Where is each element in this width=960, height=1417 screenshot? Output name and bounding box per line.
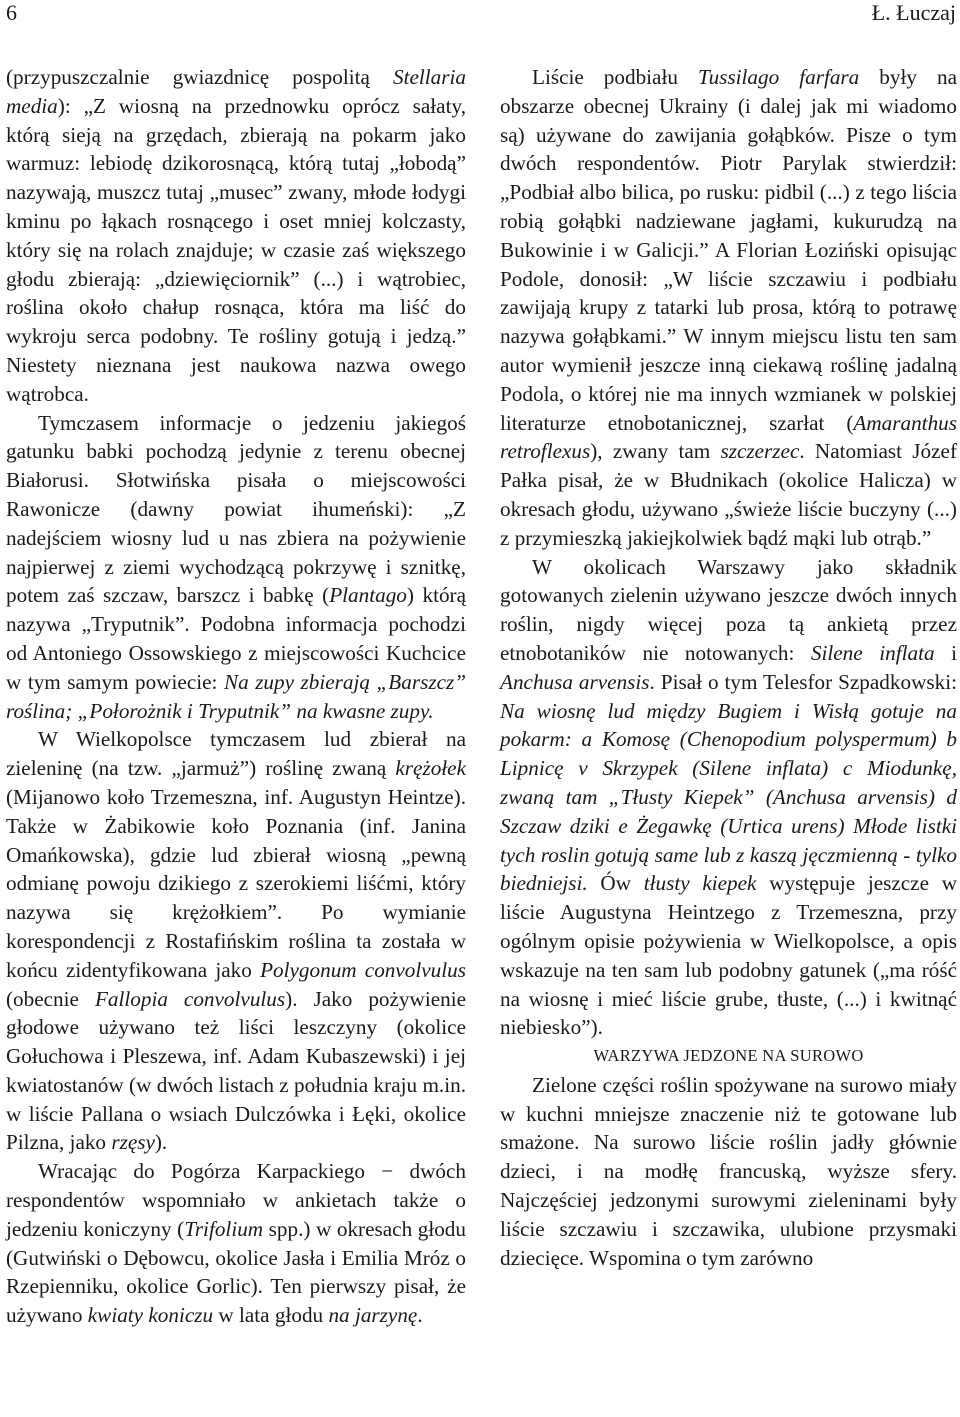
paragraph-warszawa: W okolicach Warszawy jako składnik gotowanych zielenin używano jeszcze dwóch innych roślin, nigdy więcej poza tą ankietą przez etnobotaników nie notowanych: Silene inflata i Anchusa arvensis. Pisał o tym Telesfor Szpadkowski: Na wiosnę lud między Bugiem i Wisłą gotuje na pokarm: a Komosę (Chenopodium polyspermum) b Lipnicę v Skrzypek (Silene inflata) c Miodunkę, zwaną tam „Tłusty Kiepek” (Anchusa arvensis) d Szczaw dziki e Żegawkę (Urtica urens) Młode listki tych roslin gotują same lub z kaszą jęczmienną - tylko biedniejsi. Ów tłusty kiepek występuje jeszcze w liście Augustyna Heintzego z Trzemeszna, przy ogólnym opisie pożywienia w Wielkopolsce, a opis wskazuje na ten sam lub podobny gatunek („ma róść na wiosnę i mieć liście grube, tłuste, (...) i kwitnąć niebieskο”). bbox=[500, 554, 957, 1040]
page-number: 6 bbox=[6, 0, 17, 25]
running-head-author: Ł. Łuczaj bbox=[871, 0, 956, 25]
paragraph-podbiał: Liście podbiału Tussilago farfara były na obszarze obecnej Ukrainy (i dalej jak mi wiadomo są) używane do zawijania gołąbków. Pisze o tym dwóch respondentów. Piotr Parylak stwierdził: „Podbiał albo bilica, po rusku: pidbil (...) z tego liścia robią gołąbki nadziewane jagłami, kukurudzą na Bukowinie i w Galicji.” A Florian Łoziński opisując Podole, donosił: „W liście szczawiu i podbiału zawijają krupy z tatarki lub prosa, którą to potrawę nazywa gołąbkami.” W innym miejscu listu ten sam autor wymienił jeszcze inną ciekawą roślinę jadalną Podola, o której nie ma innych wzmianek w polskiej literaturze etnobotanicznej, szarłat (Amaranthus retroflexus), zwany tam szczerzec. Natomiast Józef Pałka pisał, że w Błudnikach (okolice Halicza) w okresach głodu, używano „świeże liście buczyny (...) z przymieszką jakiejkolwiek bądź mąki lub otrąb.” bbox=[500, 65, 957, 550]
right-column bbox=[500, 63, 957, 1272]
paragraph-wątrobiec: (przypuszczalnie gwiazdnicę pospolitą Stellaria media): „Z wiosną na przednowku oprócz sałaty, którą sieją na grzędach, zbierają na pokarm jako warmuz: lebiodę dzikorosnącą, którą tutaj „łobodą” nazywają, muszcz tutaj „musec” zwany, młode łodygi kminu po łąkach rosnącego i oset mniej kolczasty, który się na rolach znajduje; w czasie zaś większego głodu zbierają: „dziewięciornik” (...) i wątrobiec, roślina około chałup rosnąca, która ma liść do wykroju serca podobny. Te rośliny gotują i jedzą.” Niestety nieznana jest naukowa nazwa owego wątrobca. bbox=[6, 65, 466, 406]
section-heading: WARZYWA JEDZONE NA SUROWO bbox=[593, 1046, 864, 1066]
page-header bbox=[0, 0, 960, 40]
paragraph-wielkopolska: W Wielkopolsce tymczasem lud zbierał na zieleninę (na tzw. „jarmuż”) roślinę zwaną krężołek (Mijanowo koło Trzemeszna, inf. Augustyn Heintze). Także w Żabikowie koło Poznania (inf. Janina Omańkowska), gdzie lud zbierał wiosną „pewną odmianę powoju dzikiego z szerokiemi liśćmi, który nazywa się krężołkiem”. Po wymianie korespondencji z Rostafińskim roślina ta została w końcu zidentyfikowana jako Polygonum convolvulus (obecnie Fallopia convolvulus). Jako pożywienie głodowe używano też liści leszczyny (okolice Gołuchowa i Pleszewa, inf. Adam Kubaszewski) i jej kwiatostanów (w dwóch listach z południa kraju m.in. w liście Pallana o wsiach Dulczówka i Łęki, okolice Pilzna, jako rzęsy). bbox=[6, 727, 467, 1155]
paragraph-babka: Tymczasem informacje o jedzeniu jakiegoś gatunku babki pochodzą jedynie z terenu obecnej Białorusi. Słotwińska pisała o miejscowości Rawonicze (dawny powiat ihumeński): „Z nadejściem wiosny lud u nas zbiera na pożywienie najpierwej z ziemi wychodzącą pokrzywę i sznitkę, potem zaś szczaw, barszcz i babkę (Plantago) którą nazywa „Tryputnik”. Podobna informacja pochodzi od Antoniego Ossowskiego z miejscowości Kuchcice w tym samym powiecie: Na zupy zbierają „Barszcz” roślina; „Połorożnik i Tryputnik” na kwasne zupy. bbox=[6, 410, 467, 723]
paragraph-koniczyna: Wracając do Pogórza Karpackiego − dwóch respondentów wspomniało w ankietach także o jedzeniu koniczyny (Trifolium spp.) w okresach głodu (Gutwiński o Dębowcu, okolice Jasła i Emilia Mróz o Rzepienniku, okolice Gorlic). Ten pierwszy pisał, że używano kwiaty koniczu w lata głodu na jarzynę. bbox=[6, 1159, 466, 1328]
paragraph-surowo: Zielone części roślin spożywane na surowo miały w kuchni mniejsze znaczenie niż te gotowane lub smażone. Na surowo liście roślin jadły głównie dzieci, i na modłę francuską, wyższe sfery. Najczęściej jedzonymi surowymi zieleninami były liście szczawiu i szczawika, ulubione przysmaki dziecięce. Wspomina o tym zarówno bbox=[500, 1072, 957, 1270]
left-column bbox=[6, 63, 466, 1330]
